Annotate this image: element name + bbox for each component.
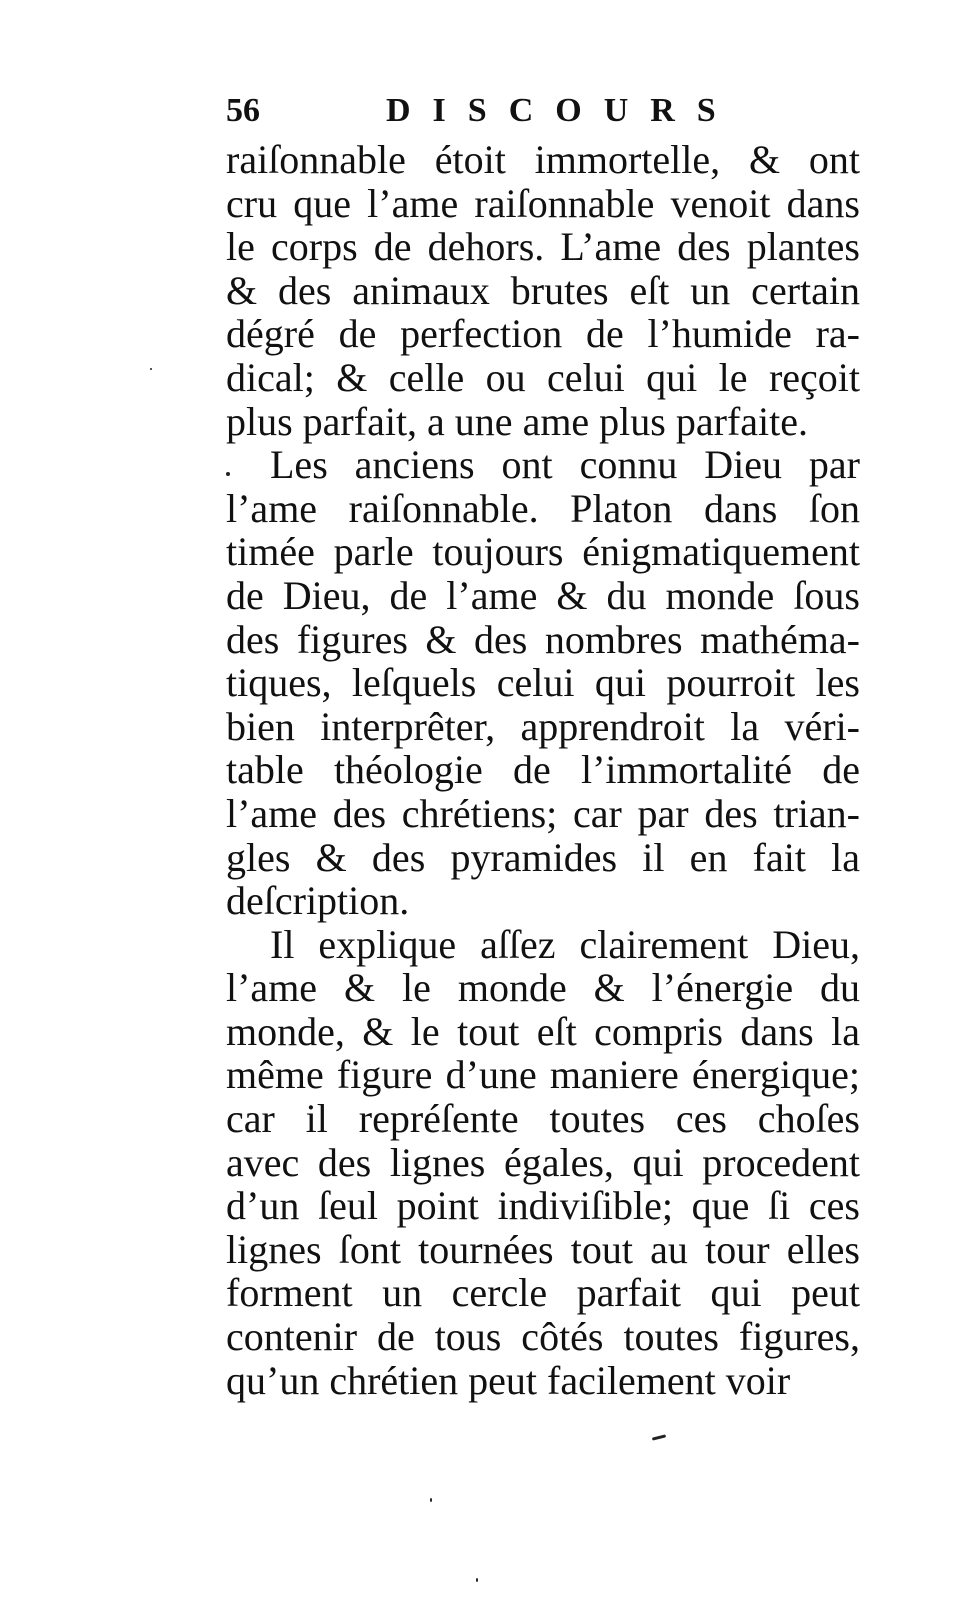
text-line: de Dieu, de l’ame & du monde ſous: [226, 572, 860, 618]
body-text: [226, 138, 860, 1402]
paragraph: [226, 443, 860, 923]
text-line: car il repréſente toutes ces choſes: [226, 1096, 860, 1142]
running-header: [226, 92, 886, 138]
text-line: deſcription.: [226, 878, 410, 924]
text-line: qu’un chrétien peut facilement voir: [226, 1357, 791, 1403]
text-line: contenir de tous côtés toutes figures,: [226, 1314, 860, 1360]
text-line: dégré de perfection de l’humide ra-: [226, 311, 860, 357]
text-line: avec des lignes égales, qui procedent: [226, 1139, 860, 1185]
text-line: le corps de dehors. L’ame des plantes: [226, 224, 860, 270]
text-line: l’ame raiſonnable. Platon dans ſon: [226, 485, 860, 531]
text-line: table théologie de l’immortalité de: [226, 747, 860, 793]
page-number: 56: [226, 92, 260, 129]
text-line: gles & des pyramides il en fait la: [226, 834, 860, 880]
text-line: timée parle toujours énigmatiquement: [226, 529, 860, 575]
text-line: lignes ſont tournées tout au tour elles: [226, 1226, 860, 1272]
ink-speck: [150, 368, 152, 370]
text-line: tiques, leſquels celui qui pourroit les: [226, 660, 860, 706]
text-line: & des animaux brutes eſt un certain: [226, 267, 860, 313]
text-line: cru que l’ame raiſonnable venoit dans: [226, 180, 860, 226]
text-line: Il explique aſſez clairement Dieu,: [270, 921, 860, 967]
text-line: des figures & des nombres mathéma-: [226, 616, 860, 662]
paragraph: [226, 138, 860, 443]
text-line: dical; & celle ou celui qui le reçoit: [226, 354, 860, 400]
text-line: bien interprêter, apprendroit la véri-: [226, 703, 860, 749]
text-line: raiſonnable étoit immortelle, & ont: [226, 137, 860, 182]
running-title: DISCOURS: [386, 92, 738, 129]
text-line: même figure d’une maniere énergique;: [226, 1052, 860, 1098]
text-line: monde, & le tout eſt compris dans la: [226, 1008, 860, 1054]
text-line: plus parfait, a une ame plus parfaite.: [226, 398, 808, 444]
ink-speck: [476, 1578, 478, 1582]
text-line: l’ame des chrétiens; car par des trian-: [226, 790, 860, 836]
ink-speck: [652, 1434, 666, 1440]
ink-speck: [226, 472, 230, 476]
text-line: Les anciens ont connu Dieu par: [270, 442, 860, 488]
text-line: l’ame & le monde & l’énergie du: [226, 965, 860, 1011]
ink-speck: [430, 1498, 432, 1502]
text-line: d’un ſeul point indiviſible; que ſi ces: [226, 1183, 860, 1229]
text-line: forment un cercle parfait qui peut: [226, 1270, 860, 1316]
paragraph: [226, 923, 860, 1403]
